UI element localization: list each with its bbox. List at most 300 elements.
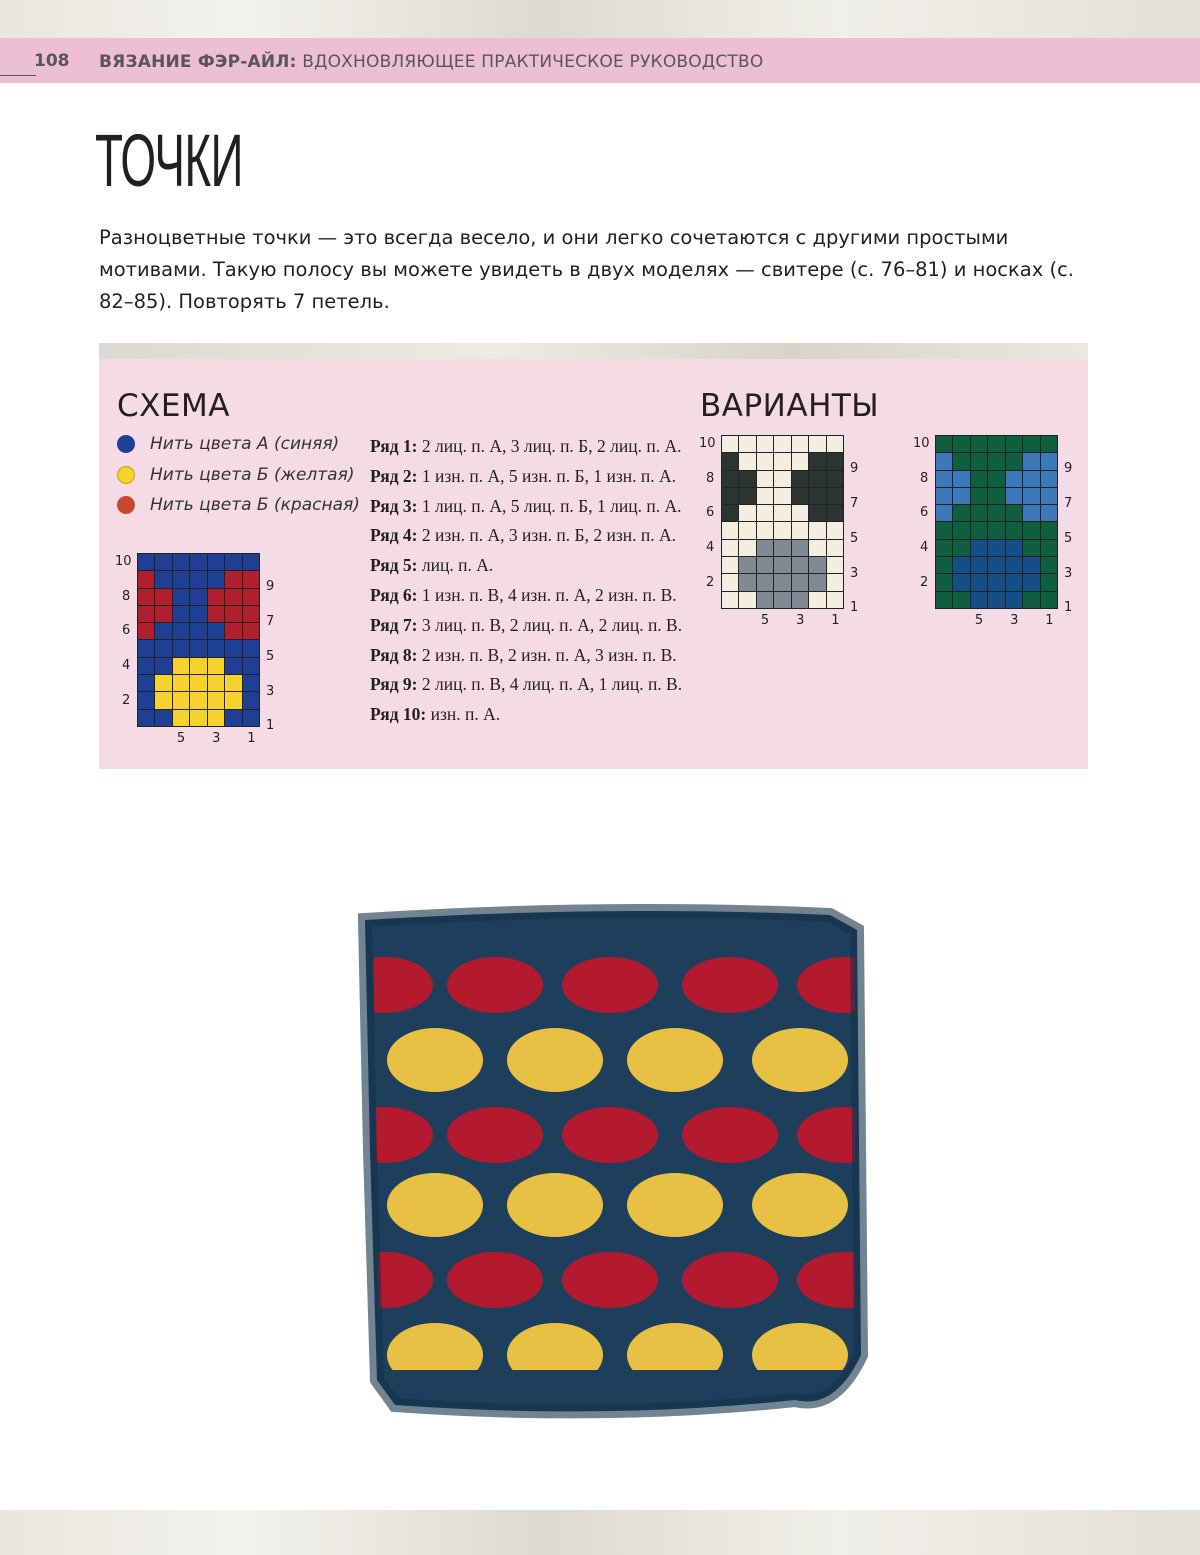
- chart-cell: [225, 571, 241, 587]
- chart-cell: [1041, 505, 1057, 521]
- chart-cell: [988, 471, 1004, 487]
- yellow-dot: [387, 1173, 483, 1237]
- instruction-row: [370, 432, 682, 462]
- chart-cell: [1023, 471, 1039, 487]
- chart-cell: [722, 505, 738, 521]
- legend-item-a: [117, 434, 339, 454]
- red-dot: [682, 1107, 778, 1163]
- chart-cell: [757, 505, 773, 521]
- chart-cell: [1041, 574, 1057, 590]
- wood-background-bottom: [0, 1510, 1200, 1555]
- chart-cell: [792, 574, 808, 590]
- chart-cell: [225, 606, 241, 622]
- row-text: 2 изн. п. В, 2 изн. п. А, 3 изн. п. В.: [417, 644, 677, 665]
- chart-cell: [138, 623, 154, 639]
- row-label: Ряд 7:: [370, 614, 418, 635]
- legend-label: Нить цвета Б (желтая): [150, 465, 355, 485]
- row-number-label: 8: [122, 588, 131, 604]
- chart-cell: [722, 592, 738, 608]
- chart-cell: [739, 453, 755, 469]
- chart-cell: [757, 574, 773, 590]
- row-label: Ряд 8:: [370, 644, 418, 665]
- main-chart: [137, 553, 260, 727]
- chart-cell: [757, 488, 773, 504]
- chart-cell: [827, 522, 843, 538]
- chart-cell: [1006, 488, 1022, 504]
- chart-cell: [138, 692, 154, 708]
- chart-cell: [936, 574, 952, 590]
- chart-cell: [243, 692, 259, 708]
- stitch-number-label: 3: [212, 731, 221, 746]
- chart-cell: [936, 540, 952, 556]
- book-title-rest: ВДОХНОВЛЯЮЩЕЕ ПРАКТИЧЕСКОЕ РУКОВОДСТВО: [296, 52, 764, 72]
- chart-cell: [953, 540, 969, 556]
- row-number-label: 3: [1064, 565, 1073, 581]
- chart-cell: [739, 488, 755, 504]
- chart-cell: [809, 574, 825, 590]
- chart-cell: [173, 710, 189, 726]
- chart-cell: [936, 505, 952, 521]
- chart-cell: [1006, 471, 1022, 487]
- chart-cell: [155, 640, 171, 656]
- chart-cell: [936, 557, 952, 573]
- stitch-number-label: 3: [1010, 613, 1019, 628]
- row-number-label: 2: [920, 574, 929, 590]
- instruction-row: [370, 551, 682, 581]
- color-dot-icon: [117, 496, 135, 514]
- chart-cell: [1041, 453, 1057, 469]
- chart-cell: [971, 574, 987, 590]
- red-dot: [682, 957, 778, 1013]
- wood-background-top: [0, 0, 1200, 38]
- chart-cell: [173, 554, 189, 570]
- chart-cell: [173, 675, 189, 691]
- row-number-label: 6: [706, 505, 715, 521]
- row-number-label: 4: [706, 540, 715, 556]
- chart-cell: [225, 589, 241, 605]
- chart-cell: [1006, 436, 1022, 452]
- stitch-number-label: 5: [974, 613, 984, 628]
- row-number-label: 9: [1064, 461, 1073, 477]
- chart-cell: [827, 471, 843, 487]
- chart-cell: [809, 453, 825, 469]
- chart-cell: [243, 640, 259, 656]
- red-dot: [447, 1107, 543, 1163]
- chart-cell: [971, 488, 987, 504]
- chart-cell: [225, 675, 241, 691]
- chart-cell: [1041, 540, 1057, 556]
- chart-cell: [757, 471, 773, 487]
- chart-cell: [722, 557, 738, 573]
- chart-cell: [953, 574, 969, 590]
- red-dot: [682, 1252, 778, 1308]
- chart-cell: [792, 471, 808, 487]
- chart-cell: [1041, 522, 1057, 538]
- chart-cell: [190, 606, 206, 622]
- stitch-number-label: 1: [831, 613, 840, 628]
- chart-cell: [225, 692, 241, 708]
- chart-cell: [155, 554, 171, 570]
- chart-cell: [155, 571, 171, 587]
- chart-cell: [774, 540, 790, 556]
- chart-cell: [988, 453, 1004, 469]
- schema-heading: СХЕМА: [117, 388, 230, 424]
- chart-cell: [953, 488, 969, 504]
- chart-cell: [988, 436, 1004, 452]
- chart-cell: [792, 488, 808, 504]
- stitch-number-label: 1: [1045, 613, 1054, 628]
- legend-item-b-yellow: [117, 465, 354, 485]
- chart-cell: [774, 574, 790, 590]
- chart-cell: [1006, 522, 1022, 538]
- chart-cell: [173, 571, 189, 587]
- row-number-label: 5: [850, 530, 859, 546]
- chart-cell: [173, 692, 189, 708]
- row-label: Ряд 9:: [370, 674, 418, 695]
- chart-cell: [208, 692, 224, 708]
- chart-cell: [971, 453, 987, 469]
- chart-cell: [953, 592, 969, 608]
- row-number-label: 2: [122, 692, 131, 708]
- chart-cell: [138, 658, 154, 674]
- yellow-dot: [507, 1028, 603, 1092]
- chart-cell: [809, 471, 825, 487]
- chart-cell: [809, 505, 825, 521]
- instruction-row: [370, 611, 682, 641]
- row-label: Ряд 10:: [370, 704, 427, 725]
- chart-cell: [1041, 436, 1057, 452]
- chart-cell: [138, 640, 154, 656]
- panel-wood-strip: [99, 343, 1088, 359]
- chart-cell: [208, 571, 224, 587]
- row-label: Ряд 2:: [370, 465, 418, 486]
- chart-cell: [208, 606, 224, 622]
- chart-cell: [988, 557, 1004, 573]
- chart-cell: [155, 589, 171, 605]
- book-title-bold: ВЯЗАНИЕ ФЭР-АЙЛ:: [99, 52, 297, 72]
- chart-cell: [173, 606, 189, 622]
- chart-cell: [792, 436, 808, 452]
- row-text: изн. п. А.: [426, 704, 501, 725]
- chart-cell: [1006, 557, 1022, 573]
- row-number-label: 1: [850, 600, 859, 616]
- chart-cell: [243, 623, 259, 639]
- instruction-row: [370, 521, 682, 551]
- chart-cell: [827, 540, 843, 556]
- row-text: 2 изн. п. А, 3 изн. п. Б, 2 изн. п. А.: [417, 525, 676, 546]
- chart-cell: [225, 640, 241, 656]
- chart-cell: [971, 436, 987, 452]
- chart-cell: [739, 522, 755, 538]
- chart-cell: [208, 640, 224, 656]
- row-number-label: 10: [913, 435, 930, 451]
- chart-cell: [809, 540, 825, 556]
- chart-cell: [953, 436, 969, 452]
- chart-cell: [1041, 471, 1057, 487]
- red-dot: [447, 1252, 543, 1308]
- chart-cell: [827, 505, 843, 521]
- yellow-dot: [507, 1173, 603, 1237]
- row-text: 1 изн. п. А, 5 изн. п. Б, 1 изн. п. А.: [417, 465, 676, 486]
- chart-cell: [792, 453, 808, 469]
- row-number-label: 3: [266, 683, 275, 699]
- stitch-number-label: 5: [760, 613, 770, 628]
- chart-cell: [243, 571, 259, 587]
- chart-cell: [190, 589, 206, 605]
- yellow-dot: [752, 1173, 848, 1237]
- chart-cell: [173, 640, 189, 656]
- chart-cell: [208, 710, 224, 726]
- chart-cell: [190, 554, 206, 570]
- intro-text: Разноцветные точки — это всегда весело, и они легко сочетаются с другими простыми мотивами. Такую полосу вы можете увидеть в двух моделях — свитере (с. 76–81) и носках (с. 82–85). Повторять 7 петель.: [99, 226, 1074, 313]
- red-dot: [562, 1252, 658, 1308]
- row-number-label: 9: [850, 461, 859, 477]
- color-dot-icon: [117, 466, 135, 484]
- chart-cell: [1023, 557, 1039, 573]
- chart-cell: [1006, 592, 1022, 608]
- chart-cell: [739, 592, 755, 608]
- row-number-label: 8: [920, 470, 929, 486]
- chart-cell: [243, 554, 259, 570]
- chart-cell: [722, 522, 738, 538]
- chart-cell: [809, 557, 825, 573]
- row-number-label: 3: [850, 565, 859, 581]
- chart-cell: [774, 557, 790, 573]
- chart-cell: [739, 505, 755, 521]
- chart-cell: [827, 436, 843, 452]
- row-text: лиц. п. А.: [417, 555, 494, 576]
- chart-cell: [936, 436, 952, 452]
- chart-cell: [173, 658, 189, 674]
- chart-cell: [827, 592, 843, 608]
- row-number-label: 5: [266, 648, 275, 664]
- chart-cell: [809, 592, 825, 608]
- chart-cell: [208, 658, 224, 674]
- chart-cell: [190, 623, 206, 639]
- chart-cell: [971, 540, 987, 556]
- chart-cell: [953, 505, 969, 521]
- row-number-label: 4: [122, 658, 131, 674]
- chart-cell: [225, 658, 241, 674]
- row-label: Ряд 4:: [370, 525, 418, 546]
- chart-cell: [739, 540, 755, 556]
- chart-cell: [1006, 540, 1022, 556]
- chart-cell: [1006, 505, 1022, 521]
- chart-cell: [971, 592, 987, 608]
- knitted-swatch-photo: [355, 900, 875, 1430]
- chart-cell: [155, 623, 171, 639]
- chart-cell: [190, 571, 206, 587]
- row-text: 1 изн. п. В, 4 изн. п. А, 2 изн. п. В.: [417, 584, 677, 605]
- chart-cell: [792, 592, 808, 608]
- row-number-label: 7: [1064, 495, 1073, 511]
- chart-cell: [208, 554, 224, 570]
- instruction-row: [370, 670, 682, 700]
- chart-cell: [243, 606, 259, 622]
- red-dot: [447, 957, 543, 1013]
- chart-cell: [208, 675, 224, 691]
- chart-cell: [722, 488, 738, 504]
- instruction-row: [370, 641, 682, 671]
- yellow-dot: [387, 1028, 483, 1092]
- chart-cell: [722, 471, 738, 487]
- chart-cell: [138, 554, 154, 570]
- book-title: [99, 52, 763, 72]
- yellow-dot: [627, 1173, 723, 1237]
- chart-cell: [1006, 574, 1022, 590]
- chart-cell: [722, 436, 738, 452]
- chart-cell: [155, 675, 171, 691]
- chart-cell: [809, 522, 825, 538]
- chart-cell: [1023, 540, 1039, 556]
- chart-cell: [1023, 505, 1039, 521]
- chart-cell: [757, 522, 773, 538]
- chart-cell: [722, 540, 738, 556]
- chart-cell: [936, 522, 952, 538]
- chart-cell: [971, 557, 987, 573]
- chart-cell: [936, 488, 952, 504]
- chart-cell: [988, 522, 1004, 538]
- legend-label: Нить цвета Б (красная): [150, 495, 360, 515]
- row-number-label: 1: [266, 718, 275, 734]
- stitch-number-label: 3: [796, 613, 805, 628]
- chart-cell: [138, 606, 154, 622]
- running-header: [0, 38, 1200, 83]
- chart-cell: [953, 471, 969, 487]
- legend-item-b-red: [117, 495, 360, 515]
- legend-label: Нить цвета А (синяя): [150, 434, 340, 454]
- chart-cell: [971, 471, 987, 487]
- chart-cell: [190, 710, 206, 726]
- row-label: Ряд 3:: [370, 495, 418, 516]
- chart-cell: [774, 592, 790, 608]
- red-dot: [562, 957, 658, 1013]
- chart-cell: [774, 453, 790, 469]
- chart-cell: [988, 540, 1004, 556]
- chart-cell: [225, 710, 241, 726]
- chart-cell: [1041, 592, 1057, 608]
- chart-cell: [739, 436, 755, 452]
- chart-cell: [827, 488, 843, 504]
- chart-cell: [155, 658, 171, 674]
- row-number-label: 6: [920, 505, 929, 521]
- row-number-label: 6: [122, 623, 131, 639]
- chart-cell: [827, 557, 843, 573]
- chart-cell: [243, 589, 259, 605]
- chart-cell: [757, 540, 773, 556]
- row-instructions: [370, 432, 682, 730]
- row-label: Ряд 6:: [370, 584, 418, 605]
- chart-cell: [190, 692, 206, 708]
- chart-cell: [971, 505, 987, 521]
- chart-cell: [1023, 522, 1039, 538]
- row-number-label: 8: [706, 470, 715, 486]
- instruction-row: [370, 462, 682, 492]
- row-number-label: 7: [266, 613, 275, 629]
- chart-cell: [1023, 488, 1039, 504]
- chart-cell: [1041, 557, 1057, 573]
- row-text: 2 лиц. п. А, 3 лиц. п. Б, 2 лиц. п. А.: [417, 436, 682, 456]
- chart-cell: [190, 658, 206, 674]
- chart-cell: [774, 488, 790, 504]
- row-number-label: 2: [706, 574, 715, 590]
- instruction-row: [370, 492, 682, 522]
- chart-cell: [827, 574, 843, 590]
- row-number-label: 1: [1064, 600, 1073, 616]
- row-number-label: 10: [699, 435, 716, 451]
- stitch-number-label: 1: [247, 731, 256, 746]
- chart-cell: [722, 574, 738, 590]
- page-title: ТОЧКИ: [95, 119, 243, 202]
- chart-cell: [971, 522, 987, 538]
- chart-cell: [1023, 574, 1039, 590]
- chart-cell: [792, 557, 808, 573]
- row-label: Ряд 5:: [370, 555, 418, 576]
- chart-cell: [173, 589, 189, 605]
- stitch-number-label: 5: [176, 731, 186, 746]
- chart-cell: [1006, 453, 1022, 469]
- chart-cell: [243, 675, 259, 691]
- chart-cell: [774, 522, 790, 538]
- chart-cell: [1023, 453, 1039, 469]
- chart-cell: [1023, 436, 1039, 452]
- yellow-dot: [752, 1028, 848, 1092]
- row-number-label: 7: [850, 495, 859, 511]
- row-label: Ряд 1:: [370, 436, 418, 456]
- yellow-dot: [627, 1028, 723, 1092]
- chart-cell: [809, 488, 825, 504]
- row-number-label: 10: [115, 553, 132, 569]
- chart-cell: [774, 471, 790, 487]
- page-number-rule: [0, 75, 36, 76]
- chart-cell: [208, 589, 224, 605]
- chart-cell: [827, 453, 843, 469]
- chart-cell: [936, 471, 952, 487]
- chart-cell: [953, 453, 969, 469]
- chart-cell: [1041, 488, 1057, 504]
- variants-heading: ВАРИАНТЫ: [700, 388, 880, 424]
- chart-cell: [774, 436, 790, 452]
- instruction-row: [370, 700, 682, 730]
- row-text: 3 лиц. п. В, 2 лиц. п. А, 2 лиц. п. В.: [417, 614, 683, 635]
- chart-cell: [988, 574, 1004, 590]
- chart-cell: [1023, 592, 1039, 608]
- row-number-label: 4: [920, 540, 929, 556]
- chart-cell: [988, 505, 1004, 521]
- row-text: 1 лиц. п. А, 5 лиц. п. Б, 1 лиц. п. А.: [417, 495, 682, 516]
- row-number-label: 9: [266, 579, 275, 595]
- chart-cell: [792, 540, 808, 556]
- chart-cell: [792, 505, 808, 521]
- chart-cell: [243, 658, 259, 674]
- chart-cell: [757, 436, 773, 452]
- chart-cell: [155, 710, 171, 726]
- chart-cell: [739, 574, 755, 590]
- chart-cell: [936, 592, 952, 608]
- chart-cell: [138, 710, 154, 726]
- chart-cell: [757, 592, 773, 608]
- instruction-row: [370, 581, 682, 611]
- chart-cell: [243, 710, 259, 726]
- red-dot: [562, 1107, 658, 1163]
- chart-cell: [739, 471, 755, 487]
- chart-cell: [722, 453, 738, 469]
- chart-cell: [774, 505, 790, 521]
- chart-cell: [757, 557, 773, 573]
- chart-cell: [190, 640, 206, 656]
- chart-cell: [988, 592, 1004, 608]
- chart-cell: [953, 522, 969, 538]
